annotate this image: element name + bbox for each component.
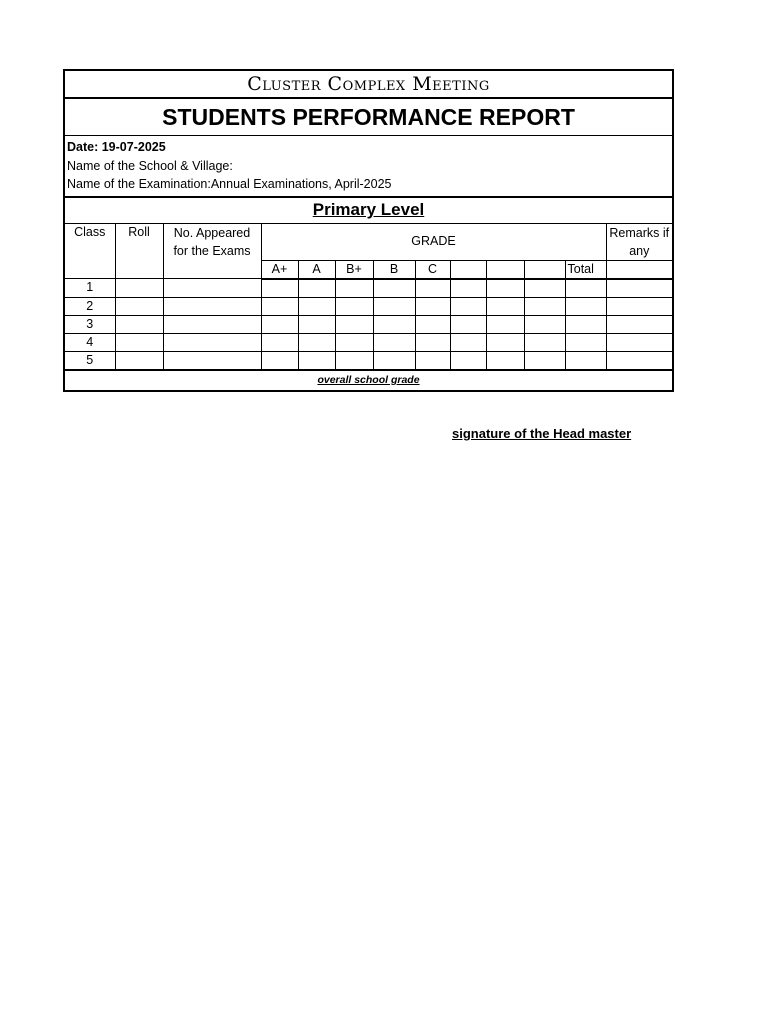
class-header: Class	[65, 224, 115, 279]
table-row	[65, 297, 672, 315]
class-number: 5	[65, 351, 115, 369]
grade-col	[486, 260, 524, 279]
table-row	[65, 315, 672, 333]
total-col: Total	[565, 260, 606, 279]
grade-col: B	[373, 260, 415, 279]
table-row	[65, 351, 672, 369]
table-row	[65, 333, 672, 351]
grade-col	[524, 260, 565, 279]
table-header-row	[65, 224, 672, 261]
class-number: 2	[65, 297, 115, 315]
grade-col	[450, 260, 486, 279]
report-info	[65, 136, 672, 198]
class-number: 4	[65, 333, 115, 351]
grade-col: A+	[261, 260, 298, 279]
report-title: STUDENTS PERFORMANCE REPORT	[65, 99, 672, 136]
examination-label: Name of the Examination:Annual Examinations, April-2025	[67, 177, 392, 191]
overall-grade-label: overall school grade	[317, 374, 420, 386]
meeting-title: Cluster Complex Meeting	[65, 71, 672, 99]
headmaster-signature-label: signature of the Head master	[452, 426, 632, 441]
roll-header: Roll	[115, 224, 163, 279]
grade-header: GRADE	[261, 224, 606, 261]
remarks-header: Remarks if any	[606, 224, 672, 261]
date-label: Date: 19-07-2025	[67, 140, 166, 154]
overall-grade-row	[65, 370, 672, 390]
level-heading-text: Primary Level	[312, 200, 425, 219]
table-row	[65, 279, 672, 298]
grade-col: B+	[335, 260, 373, 279]
appeared-header: No. Appeared for the Exams	[163, 224, 261, 279]
report-sheet	[63, 69, 674, 392]
grade-col: C	[415, 260, 450, 279]
performance-table	[65, 224, 672, 370]
remarks-sub-col	[606, 260, 672, 279]
class-number: 1	[65, 279, 115, 298]
level-heading	[65, 198, 672, 224]
class-number: 3	[65, 315, 115, 333]
school-village-label: Name of the School & Village:	[67, 158, 233, 173]
grade-col: A	[298, 260, 335, 279]
